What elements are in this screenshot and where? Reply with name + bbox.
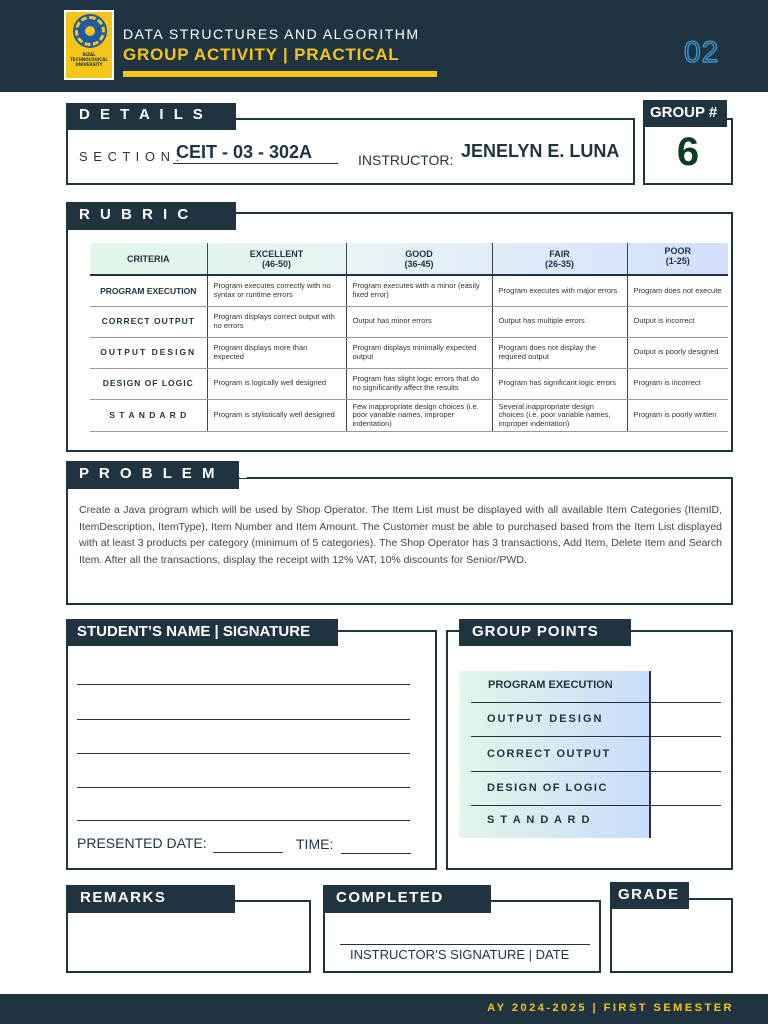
- group-points-label: DESIGN OF LOGIC: [487, 782, 608, 794]
- group-points-label: S T A N D A R D: [487, 814, 591, 826]
- rubric-cell: Program is logically well designed: [207, 368, 346, 399]
- rubric-cell: Program executes correctly with no syntax or runtime errors: [207, 275, 346, 306]
- group-points-row[interactable]: [471, 738, 721, 772]
- page-footer: [0, 994, 768, 1024]
- rubric-header-criteria: CRITERIA: [90, 243, 207, 275]
- table-row: [90, 275, 728, 306]
- rubric-header-row: [90, 243, 728, 275]
- section-value[interactable]: CEIT - 03 - 302A: [173, 142, 338, 164]
- academic-year: AY 2024-2025 | FIRST SEMESTER: [487, 1002, 734, 1014]
- rubric-criteria: S T A N D A R D: [90, 399, 207, 432]
- instructor-signature-label: INSTRUCTOR’S SIGNATURE | DATE: [350, 947, 570, 962]
- grade-box[interactable]: [610, 898, 733, 973]
- group-points-divider: [649, 671, 651, 838]
- rubric-cell: Output has multiple errors: [492, 306, 627, 337]
- activity-number: 02: [684, 36, 720, 69]
- group-tab: GROUP #: [643, 100, 727, 127]
- grade-tab: GRADE: [610, 882, 689, 909]
- gear-seal-icon: [75, 16, 105, 46]
- group-points-tab: GROUP POINTS: [459, 619, 631, 646]
- section-label: S E C T I O N :: [79, 149, 181, 164]
- rubric-header-excellent: EXCELLENT (46-50): [207, 243, 346, 275]
- rubric-cell: Program is incorrect: [627, 368, 728, 399]
- rubric-table: [90, 243, 728, 432]
- course-title: DATA STRUCTURES AND ALGORITHM: [123, 26, 420, 42]
- student-name-line-3[interactable]: [77, 753, 410, 754]
- group-points-label: PROGRAM EXECUTION: [488, 679, 613, 691]
- rubric-cell: Program executes with major errors: [492, 275, 627, 306]
- group-points-row[interactable]: [471, 703, 721, 737]
- instructor-value[interactable]: JENELYN E. LUNA: [461, 141, 620, 161]
- rubric-criteria: PROGRAM EXECUTION: [90, 275, 207, 306]
- completed-tab: COMPLETED: [323, 885, 491, 913]
- table-row: [90, 368, 728, 399]
- time-label: TIME:: [296, 836, 334, 852]
- rubric-header-fair: FAIR (26-35): [492, 243, 627, 275]
- student-name-line-1[interactable]: [77, 684, 410, 685]
- activity-title: GROUP ACTIVITY | PRACTICAL: [123, 45, 400, 64]
- rubric-cell: Program has significant logic errors: [492, 368, 627, 399]
- problem-text: Create a Java program which will be used by Shop Operator. The Item List must be displayed with all available Item Categories (ItemID, ItemDescription, ItemType), Item Number and Item Amount. The Customer must be able to purchased based from the Item List displayed with at least 3 products per category (minimum of 5 categories). The Shop Operator has 3 transactions, Add Item, Delete Item and Search Item. After all the transactions, display the receipt with 12% VAT, 10% discounts for Senior/PWD.: [79, 504, 722, 566]
- rubric-cell: Program displays more than expected: [207, 337, 346, 368]
- table-row: [90, 337, 728, 368]
- group-points-label: OUTPUT DESIGN: [487, 713, 604, 725]
- page-header: [0, 0, 768, 92]
- rubric-cell: Output has minor errors: [346, 306, 492, 337]
- rubric-cell: Program executes with a minor (easily fixed error): [346, 275, 492, 306]
- rubric-criteria: DESIGN OF LOGIC: [90, 368, 207, 399]
- group-points-row[interactable]: [471, 669, 721, 703]
- rubric-cell: Program is poorly written: [627, 399, 728, 432]
- details-tab: D E T A I L S: [66, 103, 236, 130]
- logo-text: RIZAL TECHNOLOGICAL UNIVERSITY: [70, 52, 108, 67]
- instructor-label: INSTRUCTOR:: [358, 152, 454, 168]
- group-points-row[interactable]: [471, 772, 721, 806]
- time-field[interactable]: [341, 853, 411, 854]
- rubric-cell: Output is incorrect: [627, 306, 728, 337]
- rubric-tab: R U B R I C: [66, 202, 236, 230]
- rubric-cell: Output is poorly designed: [627, 337, 728, 368]
- presented-date-label: PRESENTED DATE:: [77, 835, 207, 851]
- rubric-criteria: CORRECT OUTPUT: [90, 306, 207, 337]
- rubric-cell: Program has slight logic errors that do no significantly affect the results: [346, 368, 492, 399]
- rubric-header-good: GOOD (36-45): [346, 243, 492, 275]
- rubric-cell: Program is stylistically well designed: [207, 399, 346, 432]
- rubric-criteria: OUTPUT DESIGN: [90, 337, 207, 368]
- header-underline: [123, 71, 437, 77]
- students-tab: STUDENT’S NAME | SIGNATURE: [66, 619, 338, 646]
- table-row: [90, 306, 728, 337]
- rubric-cell: Several inappropriate design choices (i.e. poor variable names, improper indentation): [492, 399, 627, 432]
- group-points-label: CORRECT OUTPUT: [487, 748, 611, 760]
- table-row: [90, 399, 728, 432]
- presented-date-field[interactable]: [213, 852, 283, 853]
- rubric-cell: Program does not execute: [627, 275, 728, 306]
- student-name-line-5[interactable]: [77, 820, 410, 821]
- group-points-row[interactable]: [471, 804, 721, 838]
- remarks-tab: REMARKS: [66, 885, 235, 913]
- rubric-header-poor: POOR (1-25): [664, 246, 691, 266]
- instructor-signature-line[interactable]: [340, 944, 590, 945]
- group-number[interactable]: 6: [676, 130, 700, 174]
- rubric-cell: Program does not display the required output: [492, 337, 627, 368]
- rubric-cell: Program displays correct output with no errors: [207, 306, 346, 337]
- student-name-line-2[interactable]: [77, 719, 410, 720]
- rubric-cell: Program displays minimally expected output: [346, 337, 492, 368]
- university-logo: [64, 10, 114, 80]
- problem-tab: P R O B L E M 2: [66, 461, 239, 489]
- students-box: [66, 630, 437, 870]
- student-name-line-4[interactable]: [77, 787, 410, 788]
- rubric-cell: Few inappropriate design choices (i.e. poor variable names, improper indentation): [346, 399, 492, 432]
